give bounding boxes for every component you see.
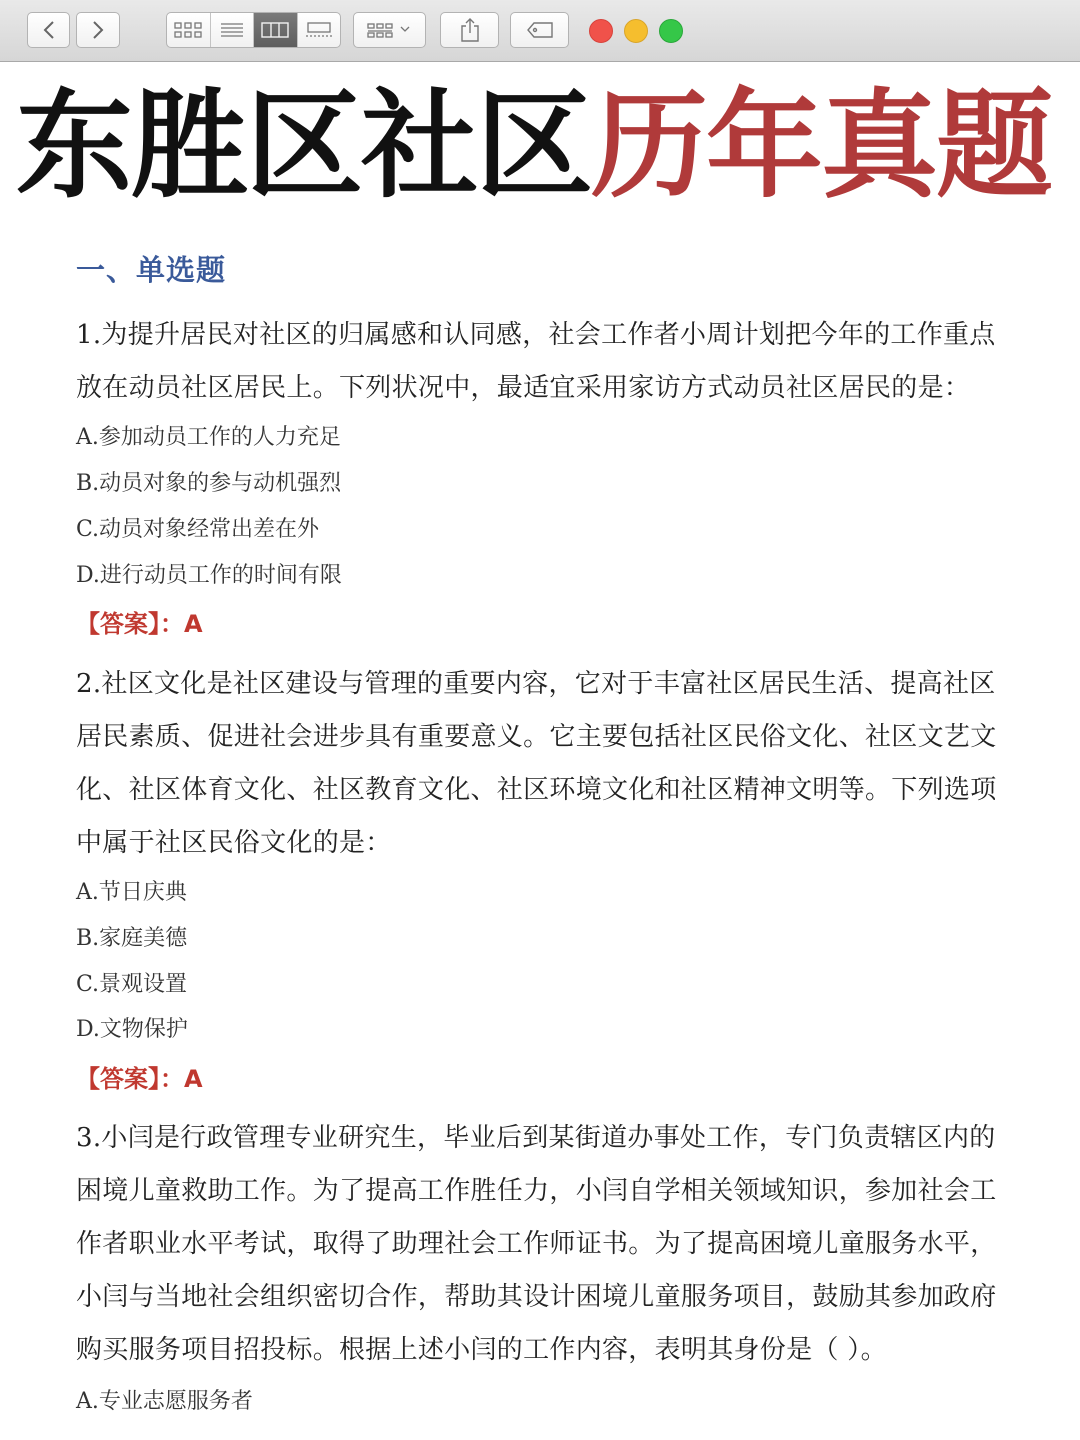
title-past-exams: 历年真题 [591, 77, 1052, 214]
finder-toolbar [0, 0, 1080, 62]
chevron-right-icon [91, 19, 105, 41]
tag-button[interactable] [510, 12, 569, 48]
answer-label: 【答案】：A [76, 610, 203, 638]
cover-flow-button[interactable] [298, 13, 341, 47]
option-c: C.动员对象经常出差在外 [76, 517, 320, 542]
share-icon [459, 17, 481, 43]
option-c: C.景观设置 [76, 972, 188, 997]
close-window-button[interactable] [589, 19, 613, 43]
option-a: A.节日庆典 [76, 880, 187, 905]
list-view-button[interactable] [211, 13, 255, 47]
zoom-window-button[interactable] [659, 19, 683, 43]
option-b: B.家庭美德 [76, 926, 188, 951]
answer-label: 【答案】：A [76, 1065, 203, 1093]
question-stem-line: 居民素质、促进社会进步具有重要意义。它主要包括社区民俗文化、社区文艺文 [76, 722, 997, 752]
forward-button[interactable] [76, 12, 120, 48]
view-mode-selector [166, 12, 341, 48]
question-stem-line: 作者职业水平考试，取得了助理社会工作师证书。为了提高困境儿童服务水平， [76, 1229, 997, 1259]
question-stem-line: 3.小闫是行政管理专业研究生，毕业后到某街道办事处工作，专门负责辖区内的 [76, 1123, 996, 1153]
share-button[interactable] [440, 12, 499, 48]
column-view-icon [260, 21, 290, 39]
group-by-button[interactable] [353, 12, 426, 48]
section-heading: 一、单选题 [76, 253, 227, 287]
option-b: B.动员对象的参与动机强烈 [76, 471, 342, 496]
question-stem-line: 化、社区体育文化、社区教育文化、社区环境文化和社区精神文明等。下列选项 [76, 775, 997, 805]
option-a: A.专业志愿服务者 [76, 1389, 253, 1414]
minimize-window-button[interactable] [624, 19, 648, 43]
back-button[interactable] [27, 12, 70, 48]
question-stem-line: 困境儿童救助工作。为了提高工作胜任力，小闫自学相关领域知识，参加社会工 [76, 1176, 997, 1206]
icon-view-button[interactable] [167, 13, 211, 47]
grid-view-icon [173, 21, 203, 39]
group-by-icon [365, 21, 415, 39]
page-title [16, 77, 1080, 214]
question-stem-line: 购买服务项目招投标。根据上述小闫的工作内容，表明其身份是（ ）。 [76, 1335, 887, 1365]
option-d: D.文物保护 [76, 1017, 188, 1042]
question-stem-line: 2.社区文化是社区建设与管理的重要内容，它对于丰富社区居民生活、提高社区 [76, 669, 996, 699]
column-view-button[interactable] [254, 13, 298, 47]
option-d: D.进行动员工作的时间有限 [76, 563, 342, 588]
option-a: A.参加动员工作的人力充足 [76, 425, 341, 450]
question-stem-line: 放在动员社区居民上。下列状况中，最适宜采用家访方式动员社区居民的是： [76, 373, 971, 403]
list-view-icon [219, 21, 245, 39]
question-stem-line: 小闫与当地社会组织密切合作，帮助其设计困境儿童服务项目，鼓励其参加政府 [76, 1282, 997, 1312]
chevron-left-icon [42, 19, 56, 41]
question-stem-line: 1.为提升居民对社区的归属感和认同感，社会工作者小周计划把今年的工作重点 [76, 320, 996, 350]
title-district: 东胜区社区 [16, 77, 592, 214]
question-stem-line: 中属于社区民俗文化的是： [76, 828, 392, 858]
cover-flow-icon [304, 21, 334, 39]
tag-icon [525, 21, 555, 39]
